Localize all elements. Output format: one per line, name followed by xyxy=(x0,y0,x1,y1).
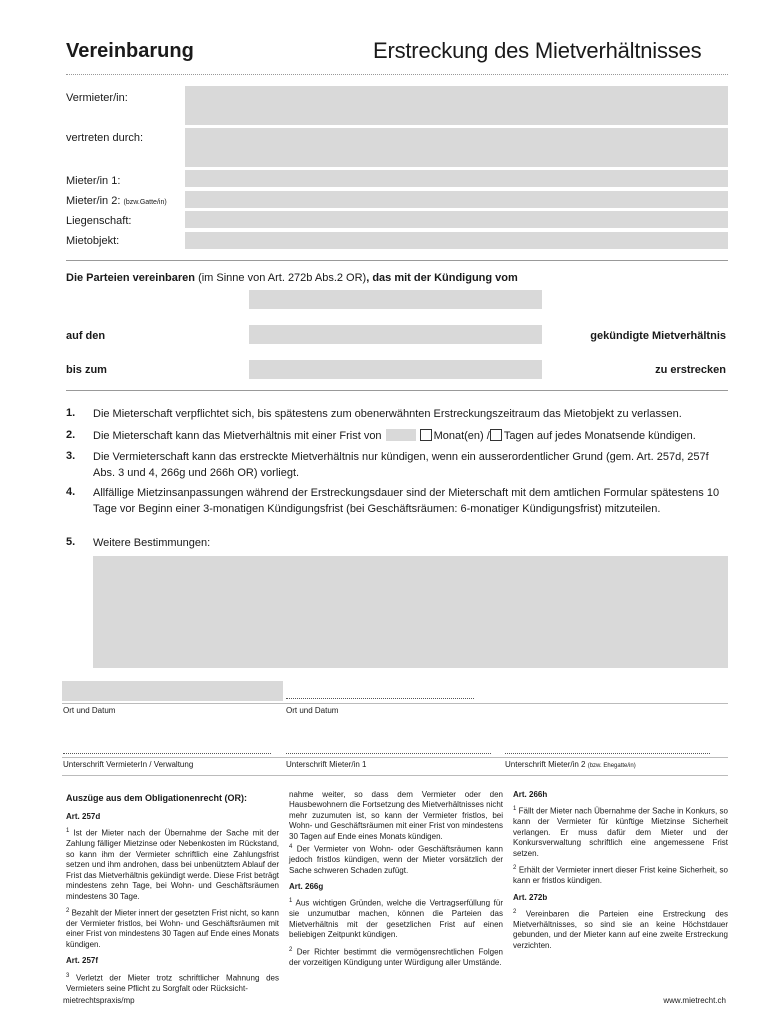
law-paragraph xyxy=(66,906,279,950)
mieter2-hint: (bzw.Gatte/in) xyxy=(123,199,167,206)
signature-divider xyxy=(62,757,728,758)
law-paragraph xyxy=(289,945,503,968)
item-1-num: 1. xyxy=(66,407,76,419)
law-divider xyxy=(62,775,728,776)
bis-zum-label: bis zum xyxy=(66,364,107,376)
kuendigung-datum-field[interactable] xyxy=(249,290,542,309)
item-3-text: Die Vermieterschaft kann das erstreckte Mietverhältnis nur kündigen, wenn ein ausserordentlicher Grund (gem. Art. 257d, 257f Abs. 3 und 4, 266g und 266h OR) vorliegt. xyxy=(93,451,709,479)
law-paragraph-number: 1 xyxy=(66,828,70,835)
sig-mieter2-hint: (bzw. Ehegatte/in) xyxy=(587,763,636,769)
law-paragraph-number: 2 xyxy=(513,865,517,872)
law-paragraph xyxy=(289,842,503,876)
law-paragraph-text: Der Richter bestimmt die vermögensrechtlichen Folgen der vorzeitigen Kündigung unter Würdigung aller Umstände. xyxy=(289,947,503,967)
law-article-title: Art. 266h xyxy=(513,790,548,799)
law-paragraph-number: 1 xyxy=(513,806,517,813)
law-paragraph-number: 1 xyxy=(289,898,293,905)
auf-den-field[interactable] xyxy=(249,325,542,344)
item-2-text xyxy=(93,428,733,444)
agreement-intro-normal: (im Sinne von Art. 272b Abs.2 OR) xyxy=(195,272,367,284)
header-divider xyxy=(66,74,728,75)
law-paragraph-text: Fällt der Mieter nach Übernahme der Sache in Konkurs, so kann der Vermieter für künftige Mietzinse Sicherheit verlangen. Er muss dafür dem Mieter und der Konkursverwaltung schriftlich eine angemessene Frist setzen. xyxy=(513,807,728,858)
law-heading: Auszüge aus dem Obligationenrecht (OR): xyxy=(66,793,248,803)
item-2-text-c: Tagen auf jedes Monatsende kündigen. xyxy=(503,430,696,442)
law-paragraph-number: 2 xyxy=(289,946,293,953)
law-article-title: Art. 257f xyxy=(66,956,99,966)
monate-checkbox[interactable] xyxy=(420,429,432,441)
liegenschaft-field[interactable] xyxy=(185,211,728,228)
zu-erstrecken-label: zu erstrecken xyxy=(655,364,726,376)
item-2-num: 2. xyxy=(66,429,76,441)
law-paragraph-text: Bezahlt der Mieter innert der gesetzten Frist nicht, so kann der Vermieter fristlos, bei Wohn- und Geschäftsräumen mit einer Frist von mindestens 30 Tagen auf Ende eines Monats kündigen. xyxy=(66,908,279,949)
mieter1-field[interactable] xyxy=(185,170,728,187)
law-paragraph xyxy=(66,971,279,994)
law-paragraph-number: 4 xyxy=(289,844,293,851)
footer-right: www.mietrecht.ch xyxy=(663,996,726,1005)
law-paragraph-number: 2 xyxy=(66,907,70,914)
parties-divider xyxy=(66,260,728,261)
law-paragraph-text: Erhält der Vermieter innert dieser Frist keine Sicherheit, so kann er fristlos kündigen. xyxy=(513,865,728,886)
vermieter-label: Vermieter/in: xyxy=(66,92,128,104)
auf-den-label: auf den xyxy=(66,330,106,342)
mieter2-label xyxy=(66,195,167,207)
ort-datum-divider xyxy=(62,703,728,704)
item-4-text: Allfällige Mietzinsanpassungen während der Erstreckungsdauer sind der Mieterschaft mit dem amtlichen Formular spätestens 10 Tage vor Beginn einer 3-monatigen Kündigungsfrist (bei Geschäftsräumen: 6-monatiger Kündigungsfrist) mitzuteilen. xyxy=(93,487,720,515)
law-paragraph-number: 2 xyxy=(513,908,517,915)
sig-mieter1-label: Unterschrift Mieter/in 1 xyxy=(286,760,367,769)
law-paragraph-number: 3 xyxy=(66,972,70,979)
liegenschaft-label: Liegenschaft: xyxy=(66,215,132,227)
law-col-2 xyxy=(289,790,503,972)
law-paragraph xyxy=(66,826,279,902)
gekuendigte-label: gekündigte Mietverhältnis xyxy=(590,330,726,342)
mieter1-label: Mieter/in 1: xyxy=(66,175,121,187)
law-col-1 xyxy=(66,806,279,998)
item-3-num: 3. xyxy=(66,450,76,462)
sig-mieter2-label-text: Unterschrift Mieter/in 2 xyxy=(505,760,586,769)
item-5-text: Weitere Bestimmungen: xyxy=(93,537,211,549)
kuendigungsfrist-field[interactable] xyxy=(386,429,416,441)
law-paragraph-text: Vereinbaren die Parteien eine Erstreckung des Mietverhältnisses, so sind sie an keine Höchstdauer gebunden, und der Mieter kann auf eine zweite Erstreckung verzichten. xyxy=(513,909,728,950)
footer-left: mietrechtspraxis/mp xyxy=(63,996,135,1005)
law-paragraph xyxy=(513,804,728,859)
item-1-text: Die Mieterschaft verpflichtet sich, bis spätestens zum obenerwähnten Erstreckungszeitraum das Mietobjekt zu verlassen. xyxy=(93,408,682,420)
item-2-text-b: Monat(en) / xyxy=(433,430,490,442)
mietobjekt-field[interactable] xyxy=(185,232,728,249)
law-col-2-lead: nahme weiter, so dass dem Vermieter oder den Hausbewohnern die Fortsetzung des Mietverhältnisses nicht mehr zuzumuten ist, so kann der Vermieter fristlos, bei Wohn- und Geschäftsräumen mit einer Frist von mindestens 30 Tagen auf Ende eines Monats kündigen. xyxy=(289,790,503,841)
law-paragraph-text: Ist der Mieter nach der Übernahme der Sache mit der Zahlung fälliger Mietzinse oder Nebenkosten im Rückstand, so kann ihm der Vermieter schriftlich eine Zahlungsfrist setzen und ihm androhen, dass bei unbenütztem Ablauf der Frist das Mietverhältnis gekündigt werde. Diese Frist beträgt mindestens zehn Tage, bei Wohn- und Geschäftsräumen mindestens 30 Tage. xyxy=(66,829,279,901)
sig-mieter1-line[interactable] xyxy=(286,753,491,754)
law-article-title: Art. 266g xyxy=(289,881,324,891)
law-paragraph xyxy=(513,863,728,886)
sig-mieter2-line[interactable] xyxy=(505,753,710,754)
sig-vermieter-label: Unterschrift VermieterIn / Verwaltung xyxy=(63,760,194,769)
law-paragraph xyxy=(289,896,503,940)
ort-datum-1-field[interactable] xyxy=(62,681,283,701)
law-paragraph-text: Verletzt der Mieter trotz schriftlicher Mahnung des Vermieters seine Pflicht zu Sorgfalt oder Rücksicht- xyxy=(66,973,279,993)
law-col-3 xyxy=(513,784,728,955)
law-paragraph-text: Der Vermieter von Wohn- oder Geschäftsräumen kann jedoch fristlos kündigen, wenn der Mieter vorsätzlich der Sache schweren Schaden zufügt. xyxy=(289,844,503,875)
law-paragraph xyxy=(513,907,728,951)
item-5-num: 5. xyxy=(66,536,76,548)
agreement-divider xyxy=(66,390,728,391)
sig-vermieter-line[interactable] xyxy=(63,753,271,754)
tage-checkbox[interactable] xyxy=(490,429,502,441)
mieter2-field[interactable] xyxy=(185,191,728,208)
agreement-intro xyxy=(66,272,518,284)
agreement-intro-bold1: Die Parteien vereinbaren xyxy=(66,272,196,284)
sig-mieter2-label xyxy=(505,760,636,769)
form-title: Vereinbarung xyxy=(66,40,194,62)
weitere-bestimmungen-field[interactable] xyxy=(93,556,728,668)
form-subtitle: Erstreckung des Mietverhältnisses xyxy=(373,38,702,63)
ort-datum-2-label: Ort und Datum xyxy=(286,706,339,715)
agreement-intro-bold2: , das mit der Kündigung vom xyxy=(366,272,518,284)
vertreten-field[interactable] xyxy=(185,128,728,167)
ort-datum-2-line[interactable] xyxy=(286,698,474,699)
vermieter-field[interactable] xyxy=(185,86,728,125)
item-4-num: 4. xyxy=(66,486,76,498)
mieter2-label-text: Mieter/in 2: xyxy=(66,195,121,207)
ort-datum-1-label: Ort und Datum xyxy=(63,706,116,715)
bis-zum-field[interactable] xyxy=(249,360,542,379)
vertreten-label: vertreten durch: xyxy=(66,132,144,144)
mietobjekt-label: Mietobjekt: xyxy=(66,235,120,247)
law-paragraph-text: Aus wichtigen Gründen, welche die Vertragserfüllung für sie unzumutbar machen, können die Parteien das Mietverhältnis mit der gesetzlichen Frist auf einen beliebigen Zeitpunkt kündigen. xyxy=(289,898,504,940)
law-article-title: Art. 272b xyxy=(513,892,548,902)
item-2-text-a: Die Mieterschaft kann das Mietverhältnis mit einer Frist von xyxy=(93,430,382,442)
law-article-title: Art. 257d xyxy=(66,812,101,821)
